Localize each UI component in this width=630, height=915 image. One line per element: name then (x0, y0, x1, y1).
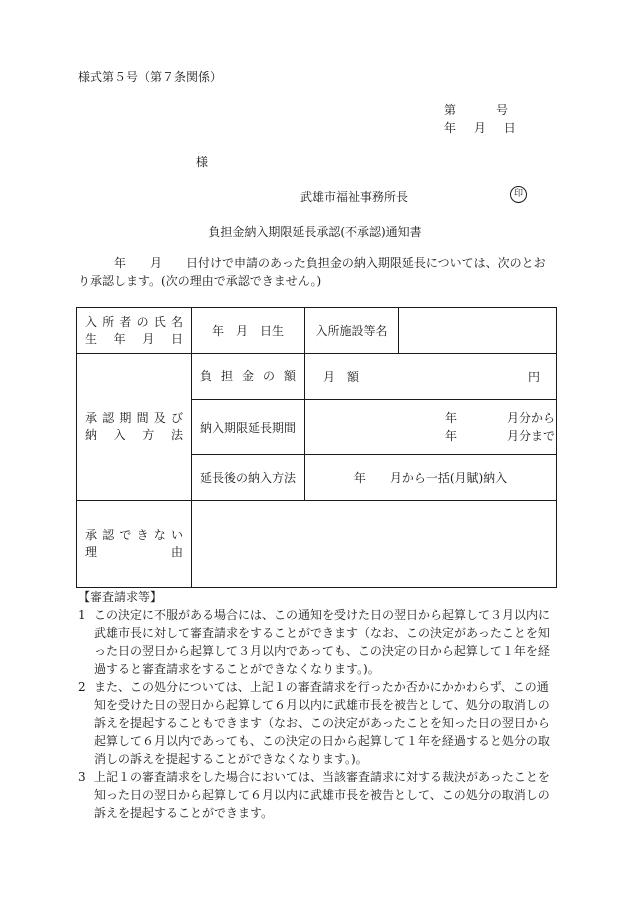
period-from-year: 年 (445, 411, 458, 425)
note-item (78, 678, 556, 768)
facility-value-cell (399, 308, 557, 354)
amount-prefix: 月 額 (323, 370, 360, 384)
doc-date-month: 月 (473, 121, 486, 135)
period-value-cell (305, 400, 557, 455)
facility-label-cell: 入所施設等名 (305, 308, 399, 354)
note-item (78, 606, 556, 678)
note-item (78, 768, 556, 822)
method-value-cell: 年 月から一括(月賦)納入 (305, 455, 557, 501)
seal-mark: 印 (510, 186, 527, 203)
application-table (76, 307, 557, 588)
issuer: 武雄市福祉事務所長 (300, 190, 409, 204)
doc-number-prefix: 第 (444, 103, 457, 117)
note-text: 上記１の審査請求をした場合においては、当該審査請求に対する裁決があったことを知った日の翌日から起算して６月以内に武雄市長を被告として、この処分の取消しの訴えを提起することができます。 (94, 770, 550, 820)
amount-value-cell (305, 354, 557, 400)
resident-name-label: 入 所 者 の 氏 名 (85, 314, 183, 329)
period-to-year: 年 (445, 429, 458, 443)
note-number: 2 (78, 680, 86, 694)
payment-method-label: 納 入 方 法 (85, 428, 183, 442)
resident-label-cell (77, 308, 192, 354)
notes-heading: 【審査請求等】 (78, 590, 163, 604)
note-text: この決定に不服がある場合には、この通知を受けた日の翌日から起算して３月以内に武雄市長に対して審査請求をすることができます（なお、この決定があったことを知った日の翌日から起算して３月以内であっても、この決定の日から起算して１年を経過すると審査請求をすることができなくなります。)。 (94, 608, 551, 676)
reason-value-cell (192, 501, 557, 588)
doc-date-year: 年 (444, 121, 457, 135)
approval-label-cell (77, 354, 192, 501)
document-number (444, 101, 508, 118)
note-number: 1 (78, 608, 86, 622)
addressee: 様 (196, 155, 209, 169)
document-title: 負担金納入期限延長承認(不承認)通知書 (208, 225, 422, 239)
doc-date-day: 日 (503, 121, 516, 135)
document-date (444, 119, 516, 136)
body-text: 年 月 日付けで申請のあった負担金の納入期限延長については、次のとおり承認します。(次の理由で承認できません。) (78, 256, 546, 288)
period-to-month: 月分まで (507, 429, 556, 443)
period-from-month: 月分から (507, 411, 556, 425)
note-text: また、この処分については、上記１の審査請求を行ったか否かにかかわらず、この通知を受けた日の翌日から起算して６月以内に武雄市長を被告として、処分の取消しの訴えを提起することもできます（なお、この決定があったことを知った日の翌日から起算して６月以内であっても、この決定の日から起算して１年を経過すると処分の取消しの訴えを提起することができなくなります。)。 (94, 680, 550, 766)
method-label-cell: 延長後の納入方法 (192, 455, 305, 501)
doc-number-suffix: 号 (496, 103, 509, 117)
amount-label-cell: 負 担 金 の 額 (192, 354, 305, 400)
birth-date-cell: 年 月 日生 (192, 308, 305, 354)
amount-unit: 円 (527, 370, 540, 384)
resident-birth-label: 生 年 月 日 (85, 331, 183, 346)
period-label-cell: 納入期限延長期間 (192, 400, 305, 455)
note-number: 3 (78, 770, 86, 784)
reason-label-cell: 承 認 で き な い 理 由 (77, 501, 192, 588)
notes-list (78, 606, 556, 822)
approval-period-label: 承 認 期 間 及 び (85, 411, 183, 425)
form-number: 様式第５号（第７条関係） (78, 70, 223, 84)
